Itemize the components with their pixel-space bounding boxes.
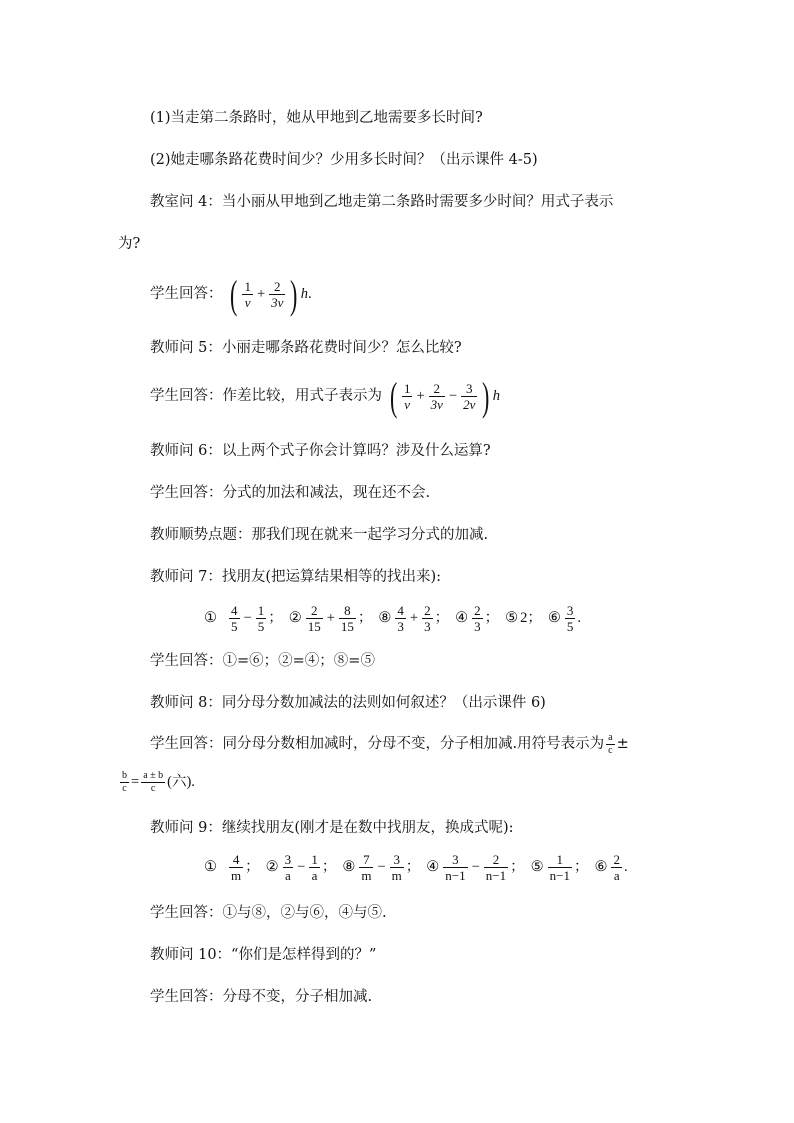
fraction-1-over-v: $\frac{1}{v}$	[244, 279, 251, 311]
fraction-list-1: ① $\frac{4}{5}$ − $\frac{1}{5}$ ； ② $\frac{2}{15}$ + $\frac{8}{15}$ ； ⑧ $\frac{4}{3}$ + $\frac{2}{3}$ ； ④ $\frac{2}{3}$ ； ⑤ 2； ⑥ $\frac{3}{5}$ .	[204, 603, 581, 635]
teacher-question-4-continued: 为?	[118, 236, 141, 252]
student-answer-7: 学生回答：①=⑥；②=④；⑧=⑤	[150, 653, 375, 669]
student-answer-5	[150, 374, 500, 418]
left-paren: (	[230, 271, 238, 317]
fraction-2-over-3v: $\frac{2}{3v}$	[271, 279, 284, 311]
rule-formula: $\frac{b}{c}$ = $\frac{a \pm b}{c}$ (六).	[122, 770, 195, 795]
question-2: (2)她走哪条路花费时间少？少用多长时间？（出示课件 4-5)	[150, 152, 538, 168]
time-expression: ( $\frac{1}{v}$ + $\frac{2}{3v}$ ) h.	[230, 271, 312, 317]
teacher-question-10: 教师问 10：“你们是怎样得到的？”	[150, 947, 377, 963]
teacher-question-5: 教师问 5：小丽走哪条路花费时间少？怎么比较?	[150, 340, 462, 356]
answer-label: 学生回答：	[150, 286, 223, 302]
teacher-question-7: 教师问 7：找朋友(把运算结果相等的找出来):	[150, 569, 442, 585]
student-answer-8: 学生回答：同分母分数相加减时，分母不变，分子相加减.用符号表示为 $\frac{a}{c}$ ±	[150, 731, 629, 756]
answer-text: 学生回答：作差比较，用式子表示为	[150, 388, 382, 404]
fraction-list-2: ① $\frac{4}{m}$ ； ② $\frac{3}{a}$ − $\frac{1}{a}$ ； ⑧ $\frac{7}{m}$ − $\frac{3}{m}$ ； ④ $\frac{3}{n-1}$ − $\frac{2}{n-1}$ ； ⑤ $\frac{1}{n-1}$ ； ⑥ $\frac{2}{a}$ .	[204, 852, 628, 884]
difference-expression: ( $\frac{1}{v}$ + $\frac{2}{3v}$ − $\frac{3}{2v}$ ) h	[389, 373, 500, 419]
student-answer-4	[150, 272, 312, 316]
teacher-question-4: 教室问 4：当小丽从甲地到乙地走第二条路时需要多少时间？用式子表示	[150, 194, 614, 210]
teacher-question-6: 教师问 6：以上两个式子你会计算吗？涉及什么运算?	[150, 443, 491, 459]
teacher-topic: 教师顺势点题：那我们现在就来一起学习分式的加减.	[150, 527, 489, 543]
student-answer-6: 学生回答：分式的加法和减法，现在还不会.	[150, 485, 431, 501]
student-answer-10: 学生回答：分母不变，分子相加减.	[150, 989, 373, 1005]
question-1: (1)当走第二条路时，她从甲地到乙地需要多长时间?	[150, 110, 483, 126]
right-paren: )	[290, 271, 298, 317]
teacher-question-8: 教师问 8：同分母分数加减法的法则如何叙述？（出示课件 6)	[150, 695, 546, 711]
teacher-question-9: 教师问 9：继续找朋友(刚才是在数中找朋友，换成式呢):	[150, 820, 514, 836]
student-answer-9: 学生回答：①与⑧，②与⑥，④与⑤.	[150, 905, 387, 921]
